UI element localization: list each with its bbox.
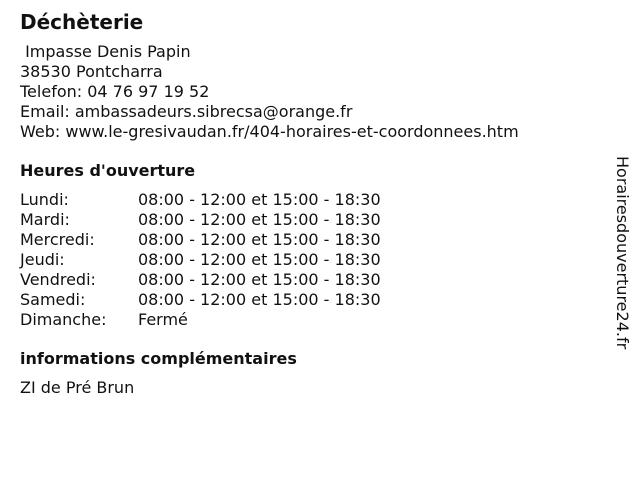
hours-day: Vendredi: [20,270,96,289]
hours-time: 08:00 - 12:00 et 15:00 - 18:30 [138,230,381,249]
hours-day: Samedi: [20,290,86,309]
phone-line[interactable]: Telefon: 04 76 97 19 52 [20,82,210,101]
address-city: 38530 Pontcharra [20,62,163,81]
hours-row [20,310,605,330]
hours-time: 08:00 - 12:00 et 15:00 - 18:30 [138,290,381,309]
business-card [20,10,605,398]
extra-info-heading: informations complémentaires [20,349,297,368]
hours-time: Fermé [138,310,188,329]
hours-row [20,230,605,250]
hours-time: 08:00 - 12:00 et 15:00 - 18:30 [138,250,381,269]
hours-row [20,270,605,290]
address-street: Impasse Denis Papin [20,42,191,61]
opening-hours-table [20,190,605,330]
hours-row [20,290,605,310]
extra-info-text: ZI de Pré Brun [20,378,135,397]
hours-day: Mercredi: [20,230,95,249]
hours-day: Lundi: [20,190,69,209]
hours-row [20,190,605,210]
hours-row [20,250,605,270]
hours-day: Mardi: [20,210,70,229]
hours-day: Jeudi: [20,250,65,269]
hours-time: 08:00 - 12:00 et 15:00 - 18:30 [138,190,381,209]
hours-day: Dimanche: [20,310,107,329]
hours-time: 08:00 - 12:00 et 15:00 - 18:30 [138,210,381,229]
opening-hours-heading: Heures d'ouverture [20,161,196,180]
hours-row [20,210,605,230]
web-line[interactable]: Web: www.le-gresivaudan.fr/404-horaires-et-coordonnees.htm [20,122,519,141]
address-block [20,42,605,142]
side-brand [602,133,640,373]
email-line[interactable]: Email: ambassadeurs.sibrecsa@orange.fr [20,102,353,121]
side-brand-text: Horairesdouverture24.fr [613,156,632,350]
business-title: Déchèterie [20,10,144,34]
hours-time: 08:00 - 12:00 et 15:00 - 18:30 [138,270,381,289]
